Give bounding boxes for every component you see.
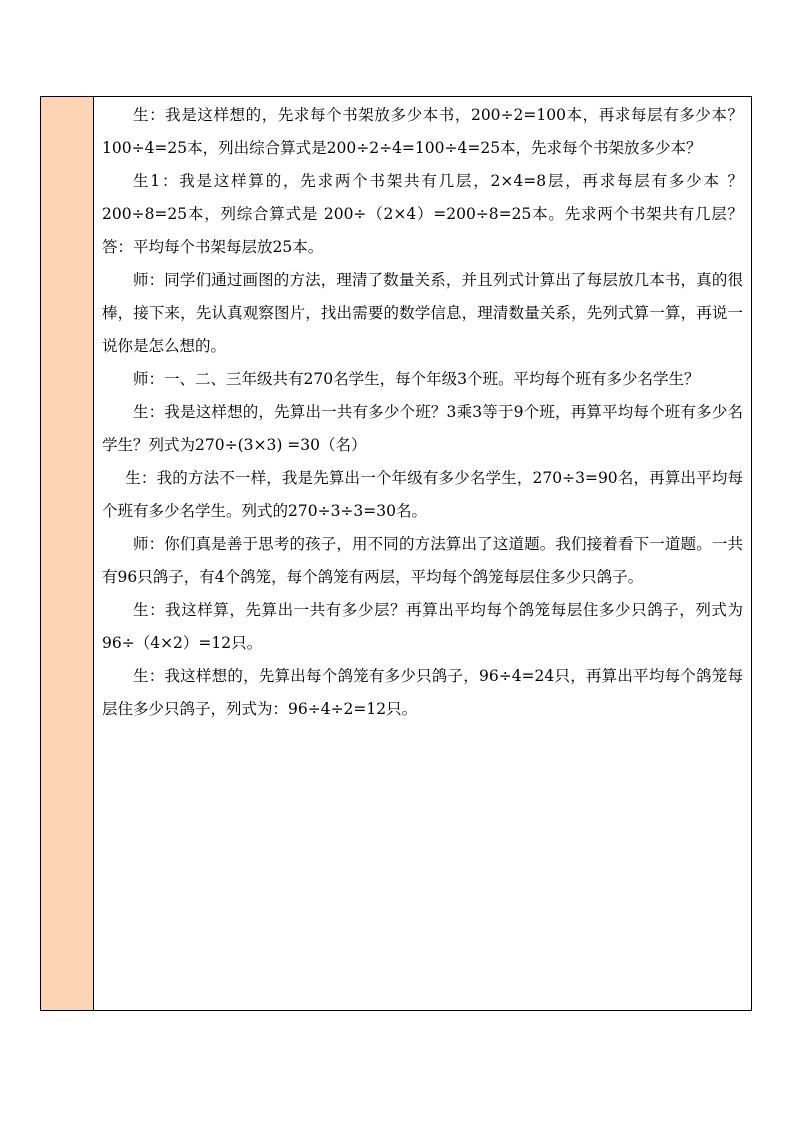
table-row [41,97,752,1011]
dialogue-content [94,97,751,726]
paragraph-student-bookshelf-2: 生1：我是这样算的，先求两个书架共有几层，2×4=8层，再求每层有多少本 ？200÷8=25本，列综合算式是 200÷（2×4）=200÷8=25本。先求两个书架共有几层？答：平均每个书架每层放25本。 [102,172,743,256]
lesson-table [40,96,752,1011]
paragraph-student-pigeon-method-1: 生：我这样算，先算出一共有多少层？再算出平均每个鸽笼每层住多少只鸽子，列式为96÷（4×2）=12只。 [102,601,743,652]
dialogue-cell [94,97,752,1011]
paragraph-student-classes-method-1: 生：我是这样想的，先算出一共有多少个班？3乘3等于9个班，再算平均每个班有多少名学生？列式为270÷(3×3) =30（名） [102,403,743,454]
paragraph-teacher-praise: 师：同学们通过画图的方法，理清了数量关系，并且列式计算出了每层放几本书，真的很棒，接下来，先认真观察图片，找出需要的数学信息，理清数量关系，先列式算一算，再说一说你是怎么想的。 [102,271,743,355]
paragraph-student-pigeon-method-2: 生：我这样想的，先算出每个鸽笼有多少只鸽子，96÷4=24只，再算出平均每个鸽笼每层住多少只鸽子，列式为：96÷4÷2=12只。 [102,667,743,718]
paragraph-teacher-question-students: 师：一、二、三年级共有270名学生，每个年级3个班。平均每个班有多少名学生？ [133,370,700,388]
paragraph-student-classes-method-2: 生：我的方法不一样，我是先算出一个年级有多少名学生，270÷3=90名，再算出平均每个班有多少名学生。列式的270÷3÷3=30名。 [102,469,743,520]
paragraph-student-bookshelf-1: 生：我是这样想的，先求每个书架放多少本书，200÷2=100本，再求每层有多少本？100÷4=25本，列出综合算式是200÷2÷4=100÷4=25本，先求每个书架放多少本？ [102,106,743,157]
paragraph-teacher-pigeon-question: 师：你们真是善于思考的孩子，用不同的方法算出了这道题。我们接着看下一道题。一共有96只鸽子，有4个鸽笼，每个鸽笼有两层，平均每个鸽笼每层住多少只鸽子。 [102,535,743,586]
side-label-cell [41,97,94,1011]
